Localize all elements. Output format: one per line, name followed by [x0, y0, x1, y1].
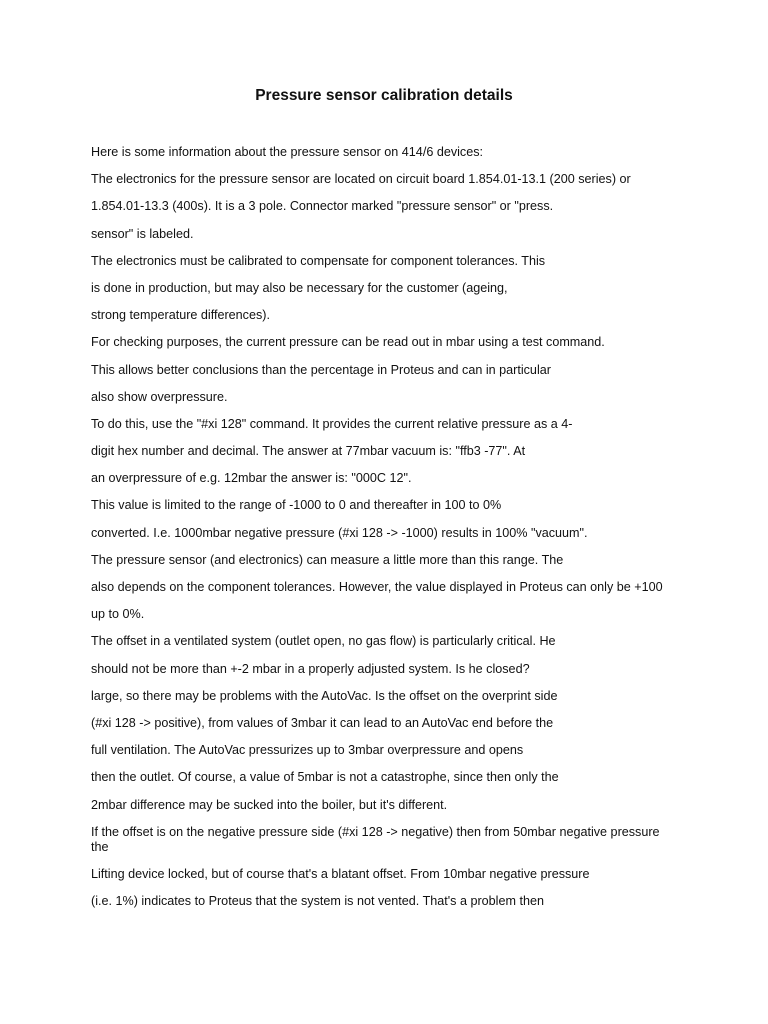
paragraph: strong temperature differences). [91, 308, 270, 323]
paragraph: then the outlet. Of course, a value of 5mbar is not a catastrophe, since then only the [91, 770, 559, 785]
paragraph: an overpressure of e.g. 12mbar the answer is: "000C 12". [91, 471, 412, 486]
paragraph: is done in production, but may also be necessary for the customer (ageing, [91, 280, 508, 295]
paragraph: also depends on the component tolerances. However, the value displayed in Proteus can only be +100 [91, 580, 663, 594]
paragraph: 2mbar difference may be sucked into the boiler, but it's different. [91, 797, 448, 812]
paragraph: large, so there may be problems with the AutoVac. Is the offset on the overprint side [91, 688, 558, 703]
document-body [91, 145, 671, 921]
paragraph: For checking purposes, the current pressure can be read out in mbar using a test command. [91, 335, 605, 350]
paragraph: 1.854.01-13.3 (400s). It is a 3 pole. Connector marked "pressure sensor" or "press. [91, 199, 554, 214]
paragraph: full ventilation. The AutoVac pressurizes up to 3mbar overpressure and opens [91, 743, 524, 758]
paragraph: Here is some information about the pressure sensor on 414/6 devices: [91, 145, 484, 159]
paragraph: To do this, use the "#xi 128" command. It provides the current relative pressure as a 4- [91, 416, 573, 431]
paragraph: Lifting device locked, but of course that's a blatant offset. From 10mbar negative pressure [91, 866, 590, 881]
paragraph: The electronics for the pressure sensor are located on circuit board 1.854.01-13.1 (200 series) or [91, 172, 631, 187]
paragraph: The electronics must be calibrated to compensate for component tolerances. This [91, 253, 546, 268]
paragraph: also show overpressure. [91, 389, 228, 404]
paragraph: If the offset is on the negative pressure side (#xi 128 -> negative) then from 50mbar negative pressure the [91, 824, 660, 854]
paragraph: should not be more than +-2 mbar in a properly adjusted system. Is he closed? [91, 661, 530, 676]
paragraph: The offset in a ventilated system (outlet open, no gas flow) is particularly critical. He [91, 634, 556, 649]
paragraph: sensor" is labeled. [91, 226, 194, 241]
paragraph: (i.e. 1%) indicates to Proteus that the system is not vented. That's a problem then [91, 894, 544, 909]
paragraph: digit hex number and decimal. The answer at 77mbar vacuum is: "ffb3 -77". At [91, 444, 526, 459]
paragraph: (#xi 128 -> positive), from values of 3mbar it can lead to an AutoVac end before the [91, 715, 554, 730]
paragraph: This allows better conclusions than the percentage in Proteus and can in particular [91, 362, 551, 377]
document-title: Pressure sensor calibration details [255, 87, 513, 104]
paragraph: The pressure sensor (and electronics) can measure a little more than this range. The [91, 552, 564, 567]
paragraph: up to 0%. [91, 607, 145, 622]
paragraph: This value is limited to the range of -1000 to 0 and thereafter in 100 to 0% [91, 498, 502, 513]
paragraph: converted. I.e. 1000mbar negative pressure (#xi 128 -> -1000) results in 100% "vacuum". [91, 525, 588, 540]
